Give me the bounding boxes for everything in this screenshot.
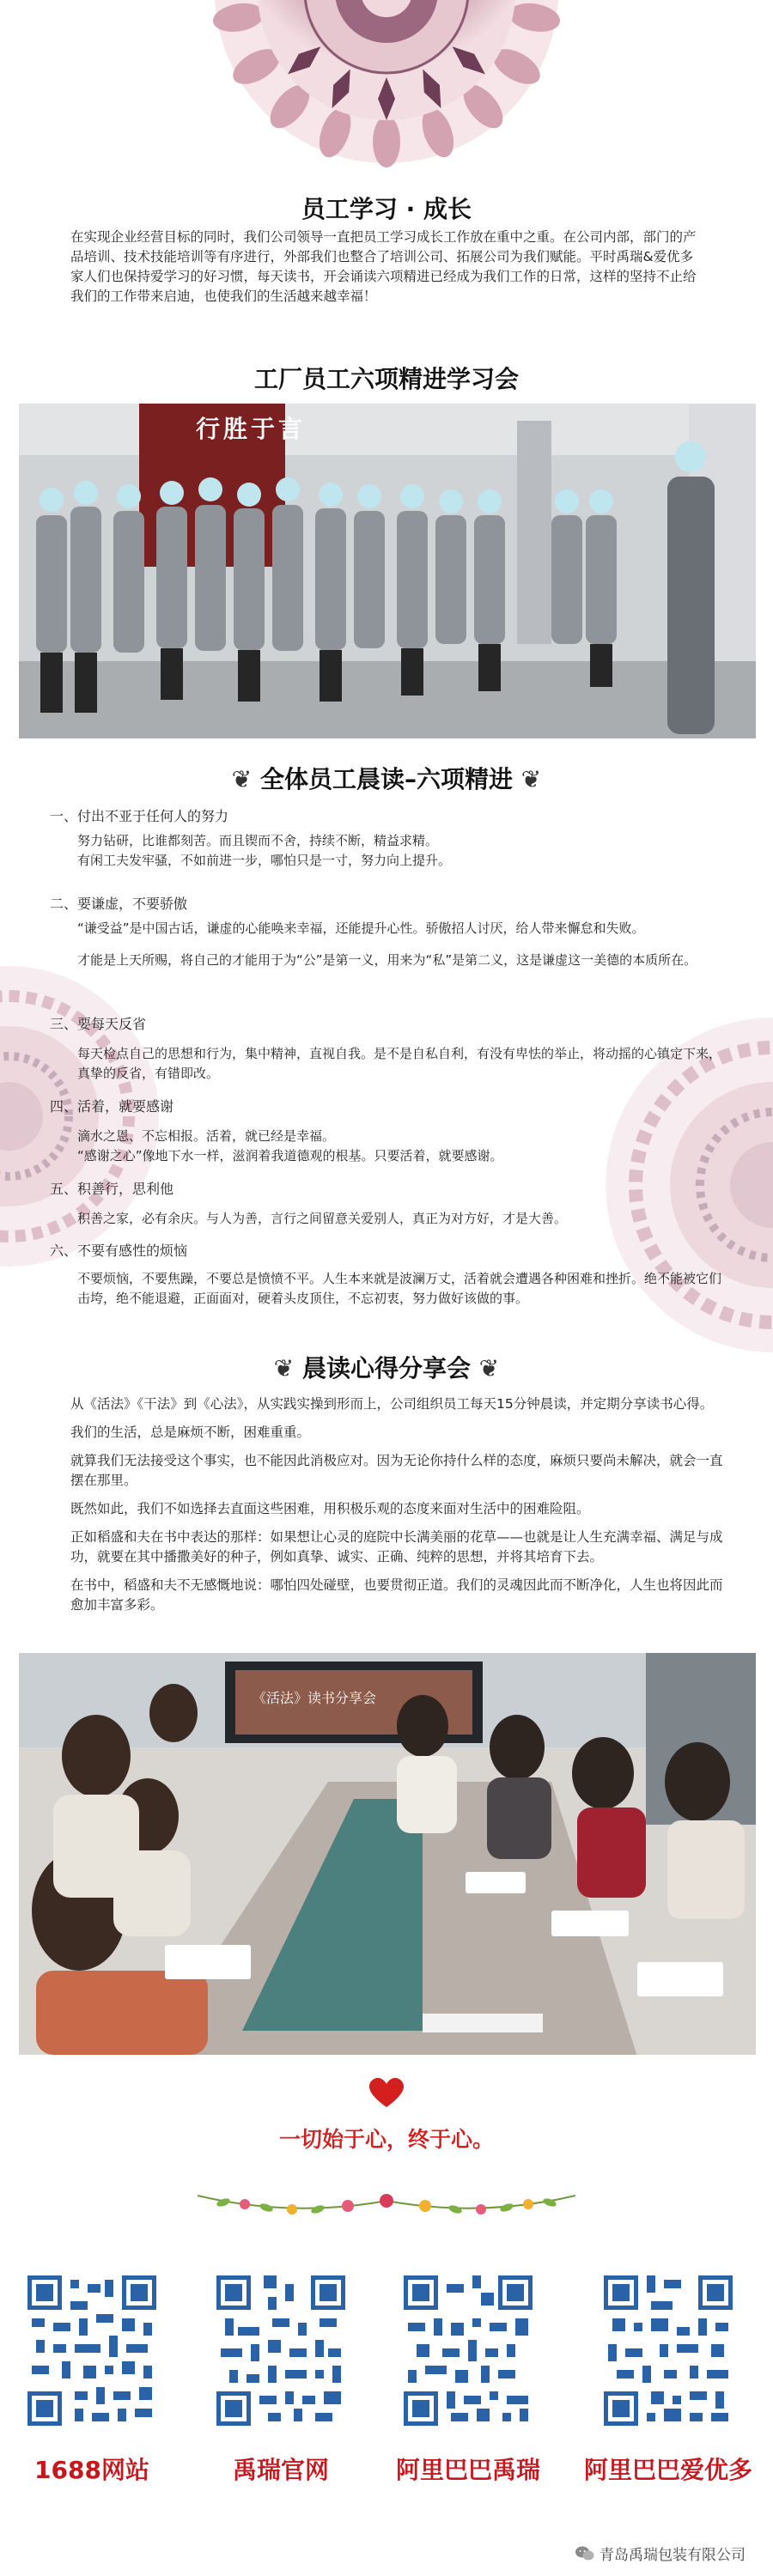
item-1-title: 一、付出不亚于任何人的努力 bbox=[50, 808, 229, 824]
divider-flourish-right-icon: ❦ bbox=[471, 1354, 500, 1382]
qr-label[interactable]: 阿里巴巴禹瑞 bbox=[395, 2456, 540, 2484]
sharing-paragraphs: 从《活法》《干法》到《心法》，从实践实操到形而上，公司组织员工每天15分钟晨读，并定期分享读书心得。 我们的生活，总是麻烦不断，困难重重。 就算我们无法接受这个事实，也不能因此消极应对。因为无论你持什么样的态度，麻烦只要尚未解决，就会一直摆在那里。 既然如此，我们不如选择去直面这些困难，用积极乐观的态度来面对生活中的困难险阻。 正如稻盛和夫在书中表达的那样：如果想让心灵的庭院中长满美丽的花草——也就是让人生充满幸福、满足与成功，就要在其中播撒美好的种子，例如真挚、诚实、正确、纯粹的思想，并将其培育下去。 在书中，稻盛和夫不无感慨地说：哪怕四处碰壁，也要贯彻正道。我们的灵魂因此而不断净化，人生也将因此而愈加丰富多彩。 bbox=[70, 1396, 723, 1613]
photo-reading-session bbox=[19, 1653, 756, 2055]
floral-garland-decoration bbox=[198, 2184, 575, 2221]
photo-screen-text: 《活法》读书分享会 bbox=[253, 1690, 377, 1706]
qr-code-icon[interactable] bbox=[27, 2275, 156, 2426]
page-title: 员工学习 · 成长 bbox=[301, 195, 472, 223]
item-5-title: 五、积善行，思利他 bbox=[50, 1181, 174, 1197]
item-3-body: 每天检点自己的思想和行为，集中精神，直视自我。是不是自私自利，有没有卑怯的举止，将动摇的心镇定下来，真挚的反省，有错即改。 bbox=[77, 1046, 722, 1081]
item-4-title: 四、活着，就要感谢 bbox=[50, 1098, 174, 1115]
photo-banner-text: 行胜于言 bbox=[196, 415, 307, 443]
heart-icon bbox=[369, 2078, 404, 2109]
wechat-icon bbox=[575, 2546, 594, 2561]
item-2-body: “谦受益”是中国古话，谦虚的心能唤来幸福，还能提升心性。骄傲招人讨厌，给人带来懈怠和失败。 才能是上天所赐，将自己的才能用于为“公”是第一义，用来为“私”是第二义，这是谦虚这一美德的本质所在。 bbox=[77, 920, 697, 968]
qr-code-icon[interactable] bbox=[216, 2275, 345, 2426]
item-2-title: 二、要谦虚，不要骄傲 bbox=[50, 896, 188, 912]
item-6-title: 六、不要有感性的烦恼 bbox=[50, 1242, 188, 1259]
item-5-body: 积善之家，必有余庆。与人为善，言行之间留意关爱别人，真正为对方好，才是大善。 bbox=[77, 1211, 568, 1226]
item-3-title: 三、要每天反省 bbox=[50, 1016, 147, 1032]
item-6-body: 不要烦恼，不要焦躁，不要总是愤愤不平。人生本来就是波澜万丈，活着就会遭遇各种困难和挫折。绝不能被它们击垮，绝不能退避，正面面对，硬着头皮顶住，不忘初衷，努力做好该做的事。 bbox=[77, 1271, 722, 1306]
account-name: 青岛禹瑞包装有限公司 bbox=[600, 2547, 746, 2564]
qr-label[interactable]: 禹瑞官网 bbox=[232, 2456, 329, 2484]
qr-label[interactable]: 阿里巴巴爱优多 bbox=[583, 2456, 752, 2484]
qr-label[interactable]: 1688网站 bbox=[34, 2456, 149, 2484]
photo-factory-staff bbox=[19, 404, 756, 738]
divider-flourish-left-icon: ❦ bbox=[231, 765, 260, 793]
item-1-body: 努力钻研，比谁都刻苦。而且锲而不舍，持续不断，精益求精。 有闲工夫发牢骚，不如前进一步，哪怕只是一寸，努力向上提升。 bbox=[77, 833, 452, 868]
section-title-workshop: 工厂员工六项精进学习会 bbox=[253, 365, 519, 393]
section-title-sharing: ❦ 晨读心得分享会 ❦ bbox=[273, 1354, 500, 1382]
section-title-morning-reading: ❦ 全体员工晨读–六项精进 ❦ bbox=[231, 765, 542, 793]
qr-block-alibaba-yurui[interactable] bbox=[386, 2275, 550, 2486]
qr-block-alibaba-aiyouduo[interactable] bbox=[574, 2275, 763, 2486]
footer-account[interactable] bbox=[575, 2543, 746, 2564]
qr-code-icon[interactable] bbox=[404, 2275, 533, 2426]
qr-block-official-site[interactable] bbox=[199, 2275, 362, 2486]
divider-flourish-right-icon: ❦ bbox=[513, 765, 542, 793]
mandala-decoration-top bbox=[137, 0, 636, 180]
item-4-body: 滴水之恩、不忘相报。活着，就已经是幸福。 “感谢之心”像地下水一样，滋润着我道德观的根基。只要活着，就要感谢。 bbox=[77, 1128, 503, 1163]
slogan-text: 一切始于心，终于心。 bbox=[278, 2127, 494, 2152]
divider-flourish-left-icon: ❦ bbox=[273, 1354, 302, 1382]
qr-block-1688[interactable] bbox=[10, 2275, 173, 2486]
qr-code-icon[interactable] bbox=[604, 2275, 733, 2426]
intro-paragraph: 在实现企业经营目标的同时，我们公司领导一直把员工学习成长工作放在重中之重。在公司内部，部门的产品培训、技术技能培训等有序进行，外部我们也整合了培训公司、拓展公司为我们赋能。平时禹瑞&爱优多家人们也保持爱学习的好习惯，每天读书，开会诵读六项精进已经成为我们工作的日常，这样的坚持不止给我们的工作带来启迪，也使我们的生活越来越幸福！ bbox=[70, 229, 697, 304]
